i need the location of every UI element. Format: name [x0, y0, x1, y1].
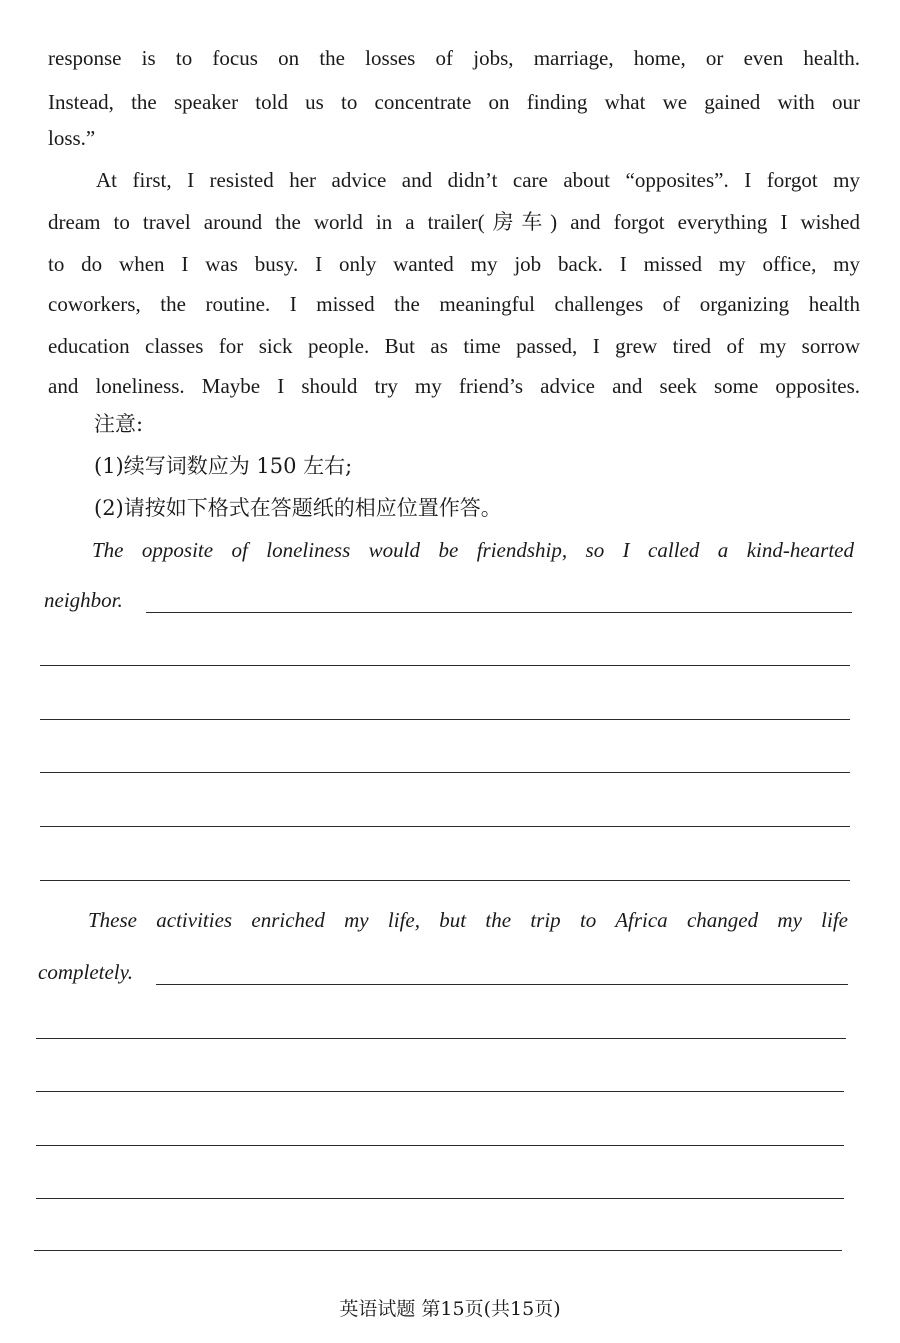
notes-item-1: (1)续写词数应为 150 左右;	[94, 454, 353, 478]
notes-item-2: (2)请按如下格式在答题纸的相应位置作答。	[94, 496, 502, 520]
answer-line[interactable]	[156, 984, 848, 985]
prompt-1-line-2: neighbor.	[44, 588, 123, 612]
prompt-2-line-1: These activities enriched my life, but the trip to Africa changed my life	[88, 908, 848, 932]
answer-line[interactable]	[36, 1091, 844, 1092]
prompt-2-line-2: completely.	[38, 960, 134, 984]
answer-line[interactable]	[36, 1198, 844, 1199]
answer-line[interactable]	[146, 612, 852, 613]
answer-line[interactable]	[40, 719, 850, 720]
passage-p2-line-1: At first, I resisted her advice and didn’t care about “opposites”. I forgot my	[96, 168, 860, 192]
answer-line[interactable]	[40, 826, 850, 827]
passage-p2-line-3: to do when I was busy. I only wanted my job back. I missed my office, my	[48, 252, 860, 276]
passage-p2-line-2: dream to travel around the world in a trailer(房车) and forgot everything I wished	[48, 210, 860, 234]
answer-line[interactable]	[40, 772, 850, 773]
page-footer: 英语试题 第15页(共15页)	[339, 1298, 561, 1320]
answer-line[interactable]	[40, 880, 850, 881]
passage-p1-line-1: response is to focus on the losses of jobs, marriage, home, or even health.	[48, 46, 860, 70]
prompt-1-line-1: The opposite of loneliness would be friendship, so I called a kind-hearted	[92, 538, 854, 562]
answer-line[interactable]	[36, 1038, 846, 1039]
passage-p1-line-3: loss.”	[48, 126, 96, 150]
passage-p2-line-5: education classes for sick people. But as time passed, I grew tired of my sorrow	[48, 334, 860, 358]
passage-p1-line-2: Instead, the speaker told us to concentrate on finding what we gained with our	[48, 90, 860, 114]
notes-heading: 注意:	[94, 412, 144, 436]
answer-line[interactable]	[36, 1145, 844, 1146]
answer-line[interactable]	[40, 665, 850, 666]
answer-line[interactable]	[34, 1250, 842, 1251]
passage-p2-line-6: and loneliness. Maybe I should try my friend’s advice and seek some opposites.	[48, 374, 860, 398]
passage-p2-line-4: coworkers, the routine. I missed the meaningful challenges of organizing health	[48, 292, 860, 316]
